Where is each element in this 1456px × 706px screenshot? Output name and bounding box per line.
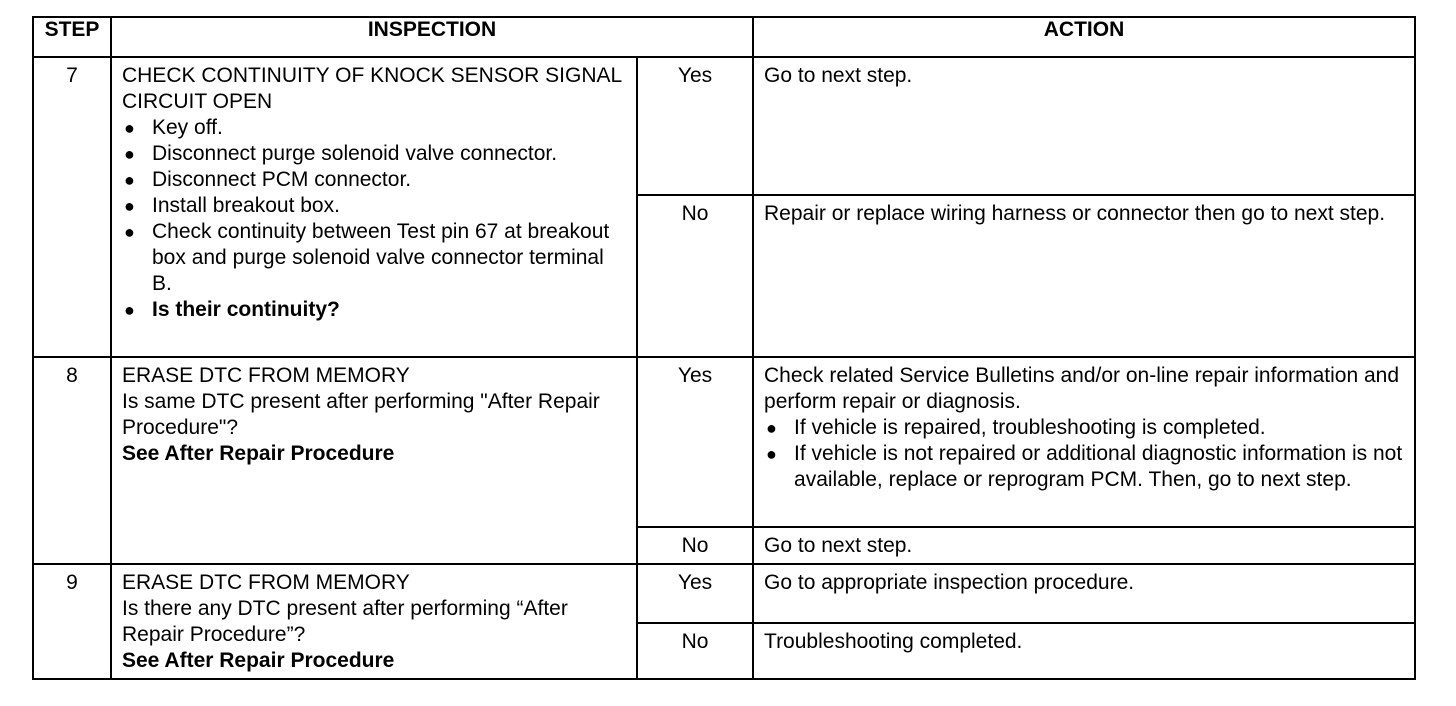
step-number: 7 <box>33 57 111 357</box>
header-inspection: INSPECTION <box>111 17 753 57</box>
inspection-question: Is same DTC present after performing "After Repair Procedure"? <box>122 390 600 439</box>
bullet-icon: ● <box>766 444 777 464</box>
yes-label: Yes <box>637 564 753 623</box>
bullet-icon: ● <box>124 170 135 190</box>
list-item: ● Disconnect purge solenoid valve connector. <box>124 142 558 165</box>
no-label: No <box>637 195 753 357</box>
inspection-title: ERASE DTC FROM MEMORY <box>122 571 410 594</box>
inspection-title: CHECK CONTINUITY OF KNOCK SENSOR SIGNAL CIRCUIT OPEN <box>122 64 622 113</box>
bullet-icon: ● <box>124 196 135 216</box>
bullet-icon: ● <box>766 418 777 438</box>
step-number: 9 <box>33 564 111 679</box>
yes-label: Yes <box>637 57 753 195</box>
yes-action: Go to appropriate inspection procedure. <box>753 564 1415 623</box>
header-step: STEP <box>33 17 111 57</box>
list-item: ● If vehicle is not repaired or additional diagnostic information is not available, replace or reprogram PCM. Then, go to next step. <box>766 442 1403 491</box>
see-reference: See After Repair Procedure <box>122 442 395 465</box>
bullet-icon: ● <box>124 300 135 320</box>
step-9-yes-row <box>33 564 1415 623</box>
diagnostic-table <box>32 16 1416 680</box>
bullet-icon: ● <box>124 144 135 164</box>
inspection-title: ERASE DTC FROM MEMORY <box>122 364 410 387</box>
inspection-bullets <box>122 115 628 323</box>
step-number: 8 <box>33 357 111 564</box>
no-action: Go to next step. <box>753 527 1415 564</box>
no-label: No <box>637 623 753 679</box>
header-row <box>33 17 1415 57</box>
step-7-yes-row <box>33 57 1415 195</box>
no-label: No <box>637 527 753 564</box>
inspection-cell <box>111 57 637 357</box>
list-item: ● Install breakout box. <box>124 194 340 217</box>
list-item: ● Check continuity between Test pin 67 at breakout box and purge solenoid valve connector terminal B. <box>124 220 610 295</box>
bullet-icon: ● <box>124 118 135 138</box>
see-reference: See After Repair Procedure <box>122 649 395 672</box>
list-item: ● Is their continuity? <box>124 298 340 321</box>
yes-action: Check related Service Bulletins and/or on-line repair information and perform repair or diagnosis. <box>764 364 1400 413</box>
inspection-cell <box>111 357 637 564</box>
action-bullets <box>764 415 1406 493</box>
step-8-yes-row <box>33 357 1415 527</box>
list-item: ● Disconnect PCM connector. <box>124 168 412 191</box>
yes-action: Go to next step. <box>753 57 1415 195</box>
list-item: ● Key off. <box>124 116 223 139</box>
header-action: ACTION <box>753 17 1415 57</box>
no-action: Repair or replace wiring harness or connector then go to next step. <box>753 195 1415 357</box>
inspection-cell <box>111 564 637 679</box>
inspection-question: Is there any DTC present after performing “After Repair Procedure”? <box>122 597 568 646</box>
bullet-icon: ● <box>124 222 135 242</box>
list-item: ● If vehicle is repaired, troubleshooting is completed. <box>766 416 1266 439</box>
yes-action-cell <box>753 357 1415 527</box>
yes-label: Yes <box>637 357 753 527</box>
no-action: Troubleshooting completed. <box>753 623 1415 679</box>
